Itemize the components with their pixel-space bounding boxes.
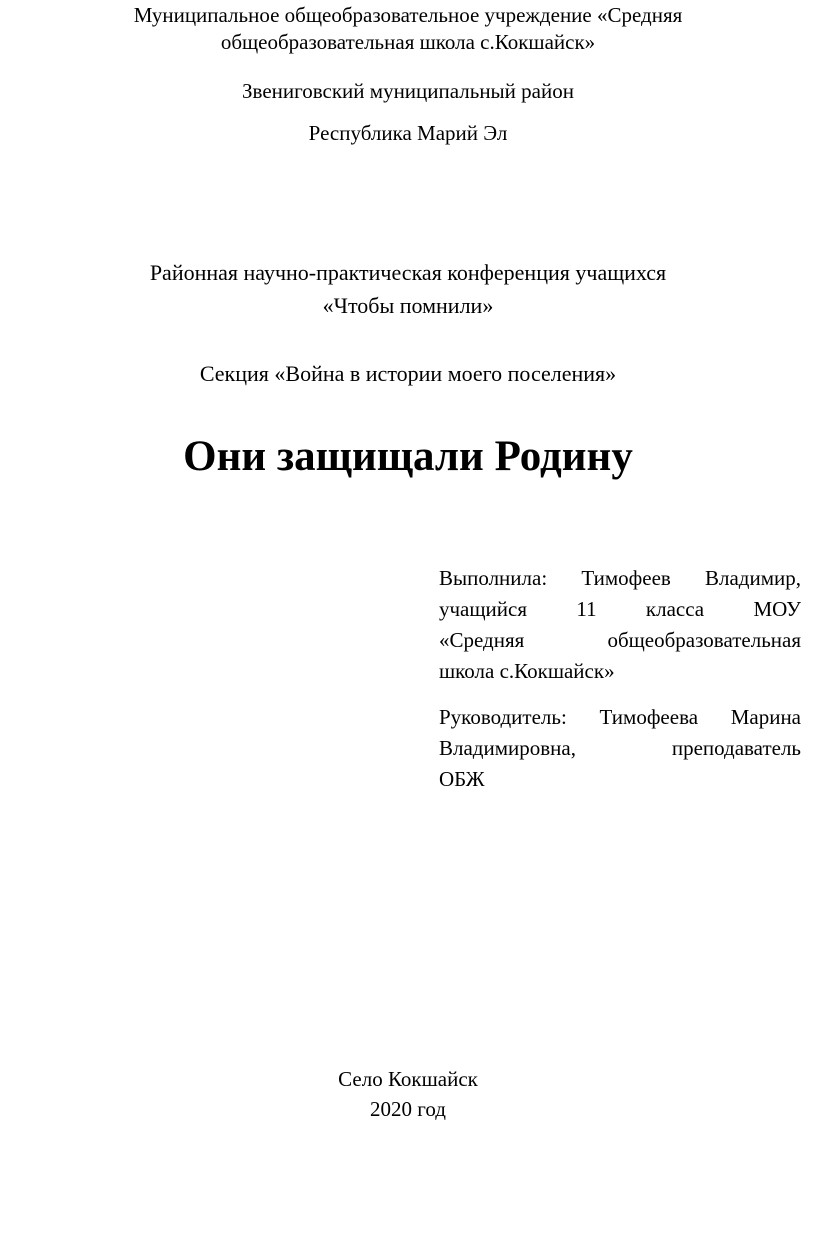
conference-line-1: Районная научно-практическая конференция учащихся — [149, 260, 667, 285]
author-block — [439, 563, 801, 687]
institution-line-2: общеобразовательная школа с.Кокшайск» — [220, 30, 596, 54]
republic-line — [0, 120, 816, 147]
district-text: Звениговский муниципальный район — [242, 79, 574, 103]
conference-name — [0, 256, 816, 322]
section-line — [0, 360, 816, 387]
conference-line-2: «Чтобы помнили» — [322, 293, 494, 318]
document-title: Они защищали Родину — [183, 433, 633, 480]
footer-year: 2020 год — [370, 1097, 446, 1121]
district-line — [0, 78, 816, 105]
institution-header — [0, 2, 816, 56]
author-line-1: Выполнила: Тимофеев Владимир, — [439, 566, 801, 590]
author-line-2: учащийся 11 класса МОУ — [439, 597, 801, 621]
supervisor-line-3: ОБЖ — [439, 767, 485, 791]
author-line-4: школа с.Кокшайск» — [439, 659, 615, 683]
republic-text: Республика Марий Эл — [308, 121, 508, 145]
section-text: Секция «Война в истории моего поселения» — [199, 361, 617, 386]
supervisor-line-1: Руководитель: Тимофеева Марина — [439, 705, 801, 729]
footer-place: Село Кокшайск — [338, 1067, 478, 1091]
author-line-3: «Средняя общеобразовательная — [439, 628, 801, 652]
institution-line-1: Муниципальное общеобразовательное учреждение «Средняя — [133, 3, 683, 27]
supervisor-line-2: Владимировна, преподаватель — [439, 736, 801, 760]
supervisor-block — [439, 702, 801, 795]
footer-block — [0, 1064, 816, 1124]
